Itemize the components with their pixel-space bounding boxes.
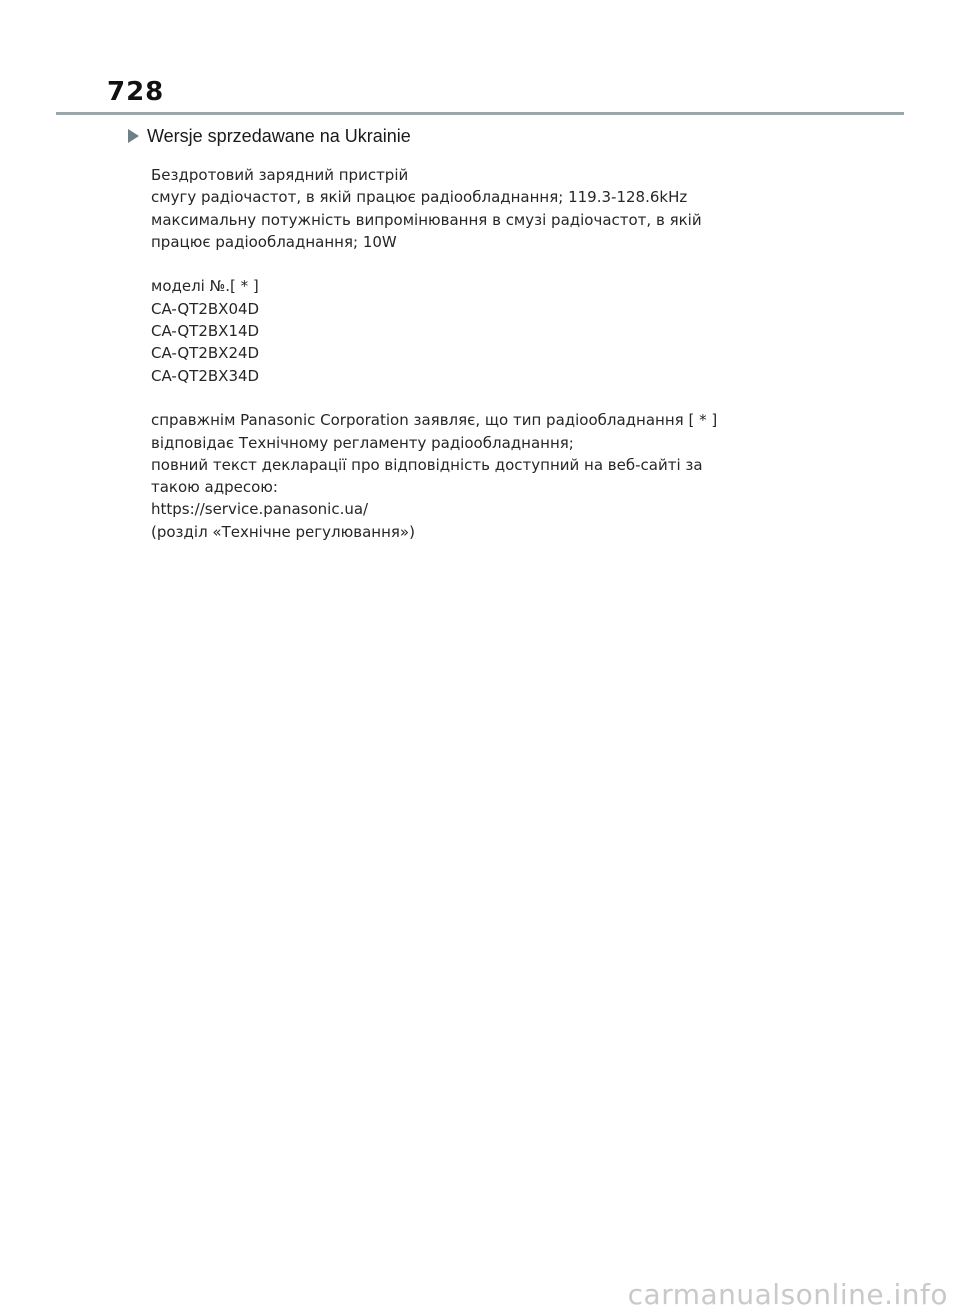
section-reference: (розділ «Технічне регулювання»)	[151, 522, 415, 541]
max-power-line: максимальну потужність випромінювання в смузі радіочастот, в якій	[151, 210, 702, 229]
conformity-line: відповідає Технічному регламенту радіообладнання;	[151, 433, 574, 452]
model-number: CA-QT2BX34D	[151, 366, 260, 385]
section-title-text: Wersje sprzedawane na Ukrainie	[147, 125, 411, 146]
watermark: carmanualsonline.info	[627, 1278, 948, 1311]
conformity-line: справжнім Panasonic Corporation заявляє, що тип радіообладнання [ * ]	[151, 411, 718, 430]
conformity-block	[151, 409, 851, 543]
model-number: CA-QT2BX04D	[151, 299, 260, 318]
page-number: 728	[107, 77, 165, 107]
model-numbers-block	[151, 275, 851, 386]
model-number: CA-QT2BX14D	[151, 322, 260, 341]
header-divider	[56, 112, 904, 115]
declaration-url: https://service.panasonic.ua/	[151, 500, 369, 519]
device-name-line: Бездротовий зарядний пристрій	[151, 166, 409, 184]
frequency-band-line: смугу радіочастот, в якій працює радіообладнання; 119.3-128.6kHz	[151, 188, 688, 207]
model-number: CA-QT2BX24D	[151, 344, 260, 363]
conformity-line: повний текст декларації про відповідність доступний на веб-сайті за	[151, 455, 703, 474]
device-specs-block	[151, 164, 851, 253]
max-power-value-line: працює радіообладнання; 10W	[151, 232, 397, 251]
section-title	[128, 124, 411, 148]
conformity-line: такою адресою:	[151, 478, 278, 497]
declaration-text	[151, 164, 851, 543]
models-heading: моделі №.[ * ]	[151, 277, 259, 296]
triangle-bullet-icon	[128, 129, 139, 143]
